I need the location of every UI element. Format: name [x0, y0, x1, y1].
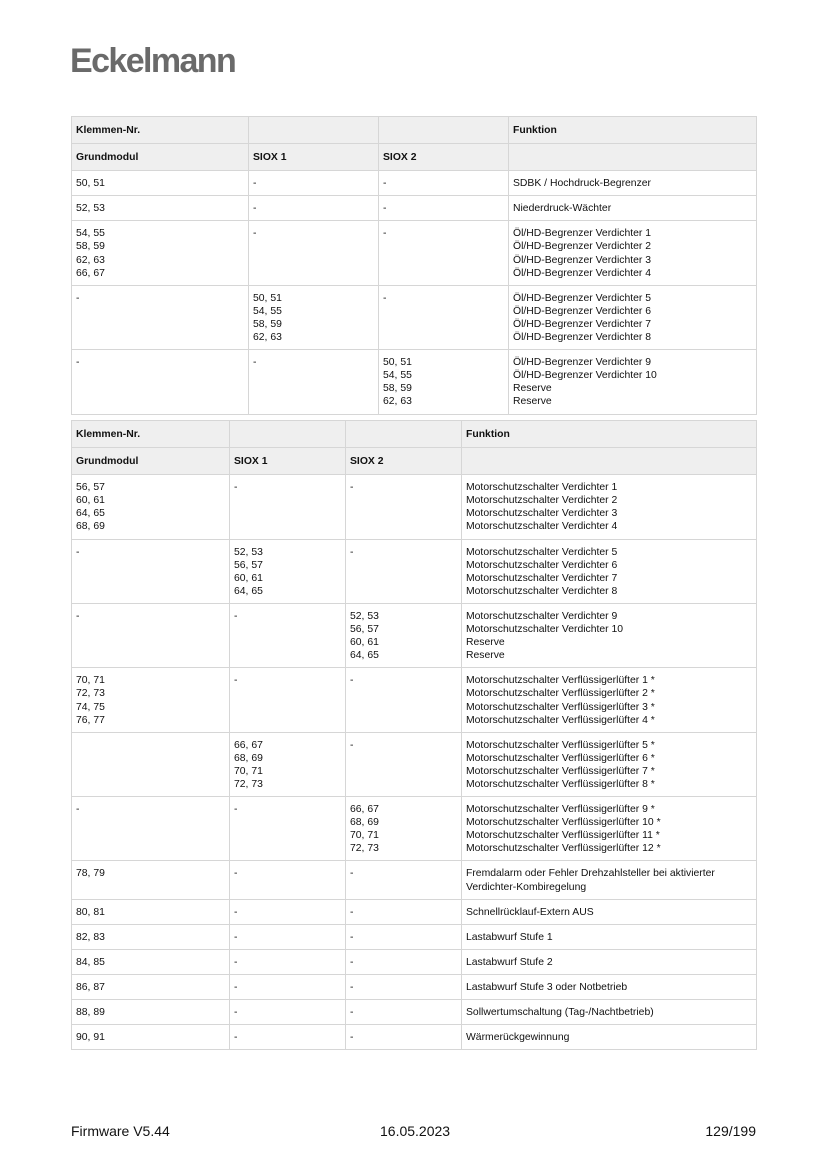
cell-line: Motorschutzschalter Verflüssigerlüfter 12 * [466, 843, 661, 855]
header-cell-grundmodul: Grundmodul [72, 144, 249, 171]
cell-funktion [509, 171, 757, 196]
cell-line: - [234, 868, 238, 880]
cell-line: 60, 61 [76, 495, 105, 507]
cell-siox-2 [379, 196, 509, 221]
cell-line: Verdichter-Kombiregelung [466, 881, 587, 893]
cell-line: 52, 53 [76, 203, 105, 215]
table-row [72, 899, 757, 924]
cell-line: 80, 81 [76, 906, 105, 918]
cell-line: SDBK / Hochdruck-Begrenzer [513, 178, 652, 190]
cell-line: - [234, 931, 238, 943]
cell-line: - [234, 1007, 238, 1018]
cell-line: Motorschutzschalter Verdichter 6 [466, 559, 618, 571]
header-cell-siox-1: SIOX 1 [249, 144, 379, 171]
cell-line: Motorschutzschalter Verflüssigerlüfter 8 * [466, 778, 655, 790]
cell-funktion [462, 949, 757, 974]
cell-line: - [234, 956, 238, 968]
cell-line: - [350, 675, 354, 687]
header-cell-grundmodul: Klemmen-Nr. [72, 421, 230, 448]
table-row [72, 350, 757, 414]
cell-line: Motorschutzschalter Verflüssigerlüfter 11 * [466, 830, 660, 842]
cell-line: Öl/HD-Begrenzer Verdichter 5 [513, 292, 652, 304]
cell-line: Motorschutzschalter Verflüssigerlüfter 9 * [466, 804, 655, 816]
cell-line: 86, 87 [76, 981, 105, 993]
cell-line: Öl/HD-Begrenzer Verdichter 4 [513, 267, 652, 279]
cell-line: 68, 69 [76, 521, 105, 533]
table-row [72, 974, 757, 999]
cell-line: Motorschutzschalter Verflüssigerlüfter 2 * [466, 688, 655, 700]
cell-funktion [462, 1000, 757, 1025]
cell-line: 90, 91 [76, 1032, 105, 1044]
cell-line: 74, 75 [76, 701, 105, 713]
cell-funktion [462, 899, 757, 924]
cell-grundmodul [72, 285, 249, 349]
cell-line: 88, 89 [76, 1007, 105, 1018]
cell-siox-2 [379, 350, 509, 414]
table-row [72, 949, 757, 974]
cell-line: 62, 63 [76, 254, 105, 266]
cell-line: - [76, 546, 80, 558]
cell-line: 76, 77 [76, 714, 105, 726]
cell-line: 62, 63 [383, 396, 412, 408]
cell-siox-2 [346, 603, 462, 667]
cell-siox-1 [230, 797, 346, 861]
cell-line: - [234, 906, 238, 918]
table-row [72, 1025, 757, 1050]
table-row [72, 861, 757, 899]
cell-funktion [462, 539, 757, 603]
cell-line: Motorschutzschalter Verflüssigerlüfter 4 * [466, 714, 655, 726]
cell-line: Motorschutzschalter Verdichter 3 [466, 508, 618, 520]
header-cell-siox-1 [249, 117, 379, 144]
cell-funktion [509, 221, 757, 285]
cell-siox-1 [230, 899, 346, 924]
cell-line: 82, 83 [76, 931, 105, 943]
cell-siox-2 [346, 539, 462, 603]
cell-line: Öl/HD-Begrenzer Verdichter 1 [513, 228, 652, 240]
cell-funktion [462, 797, 757, 861]
cell-siox-1 [230, 475, 346, 539]
cell-line: 78, 79 [76, 868, 105, 880]
cell-line: 58, 59 [383, 383, 412, 395]
cell-line: Motorschutzschalter Verflüssigerlüfter 7 * [466, 765, 655, 777]
cell-line: - [234, 675, 238, 687]
cell-siox-2 [379, 285, 509, 349]
cell-line: Niederdruck-Wächter [513, 203, 612, 215]
header-cell-funktion [462, 448, 757, 475]
cell-siox-1 [249, 171, 379, 196]
footer-page-number: 129/199 [705, 1123, 756, 1139]
cell-grundmodul [72, 899, 230, 924]
cell-grundmodul [72, 221, 249, 285]
cell-siox-1 [249, 196, 379, 221]
cell-line: 54, 55 [253, 305, 282, 317]
cell-line: 56, 57 [76, 482, 105, 494]
cell-line: 66, 67 [234, 739, 263, 751]
table-row [72, 285, 757, 349]
cell-line: - [350, 956, 354, 968]
cell-line: 56, 57 [350, 624, 379, 636]
cell-funktion [509, 285, 757, 349]
cell-siox-1 [230, 732, 346, 796]
table-row [72, 196, 757, 221]
cell-siox-2 [346, 1025, 462, 1050]
cell-line: - [383, 292, 387, 304]
cell-line: - [253, 357, 257, 369]
cell-siox-1 [230, 1025, 346, 1050]
table-row [72, 668, 757, 732]
table-row [72, 475, 757, 539]
cell-grundmodul [72, 949, 230, 974]
cell-siox-2 [346, 1000, 462, 1025]
cell-line: Motorschutzschalter Verdichter 10 [466, 624, 624, 636]
cell-siox-1 [230, 974, 346, 999]
cell-siox-2 [346, 797, 462, 861]
header-cell-grundmodul: Klemmen-Nr. [72, 117, 249, 144]
cell-line: Motorschutzschalter Verflüssigerlüfter 5 * [466, 739, 655, 751]
cell-siox-1 [230, 1000, 346, 1025]
cell-line: Motorschutzschalter Verdichter 7 [466, 572, 618, 584]
cell-line: - [350, 906, 354, 918]
header-cell-siox-2: SIOX 2 [379, 144, 509, 171]
cell-line: 50, 51 [383, 357, 412, 369]
cell-line: Öl/HD-Begrenzer Verdichter 9 [513, 357, 652, 369]
cell-funktion [462, 974, 757, 999]
cell-line: 66, 67 [76, 267, 105, 279]
cell-line: - [76, 292, 80, 304]
header-cell-grundmodul: Grundmodul [72, 448, 230, 475]
cell-siox-1 [230, 668, 346, 732]
cell-grundmodul [72, 171, 249, 196]
cell-line: - [234, 482, 238, 494]
cell-line: 60, 61 [350, 637, 379, 649]
cell-line: 54, 55 [76, 228, 105, 240]
cell-line: 70, 71 [76, 675, 105, 687]
cell-line: Motorschutzschalter Verdichter 5 [466, 546, 618, 558]
cell-line: 56, 57 [234, 559, 263, 571]
cell-line: 70, 71 [234, 765, 263, 777]
cell-grundmodul [72, 1000, 230, 1025]
cell-line: Fremdalarm oder Fehler Drehzahlsteller bei aktivierter [466, 868, 715, 880]
cell-line: - [253, 178, 257, 190]
cell-line: Motorschutzschalter Verflüssigerlüfter 10 * [466, 817, 661, 829]
table-header-row [72, 117, 757, 144]
cell-line: Motorschutzschalter Verdichter 1 [466, 482, 618, 494]
cell-funktion [462, 668, 757, 732]
cell-grundmodul [72, 974, 230, 999]
header-cell-funktion [509, 144, 757, 171]
cell-funktion [509, 196, 757, 221]
cell-line: - [350, 931, 354, 943]
cell-line: 66, 67 [350, 804, 379, 816]
cell-line: 84, 85 [76, 956, 105, 968]
cell-line: 50, 51 [253, 292, 282, 304]
cell-line: Motorschutzschalter Verdichter 8 [466, 585, 618, 597]
cell-funktion [462, 603, 757, 667]
cell-line: 58, 59 [76, 241, 105, 253]
cell-line: 50, 51 [76, 178, 105, 190]
footer-firmware-version: Firmware V5.44 [71, 1123, 170, 1139]
cell-line: Motorschutzschalter Verflüssigerlüfter 6 * [466, 752, 655, 764]
cell-line: - [350, 868, 354, 880]
cell-line: Reserve [466, 650, 505, 662]
cell-line: Motorschutzschalter Verflüssigerlüfter 3 * [466, 701, 655, 713]
eckelmann-logo: Eckelmann [70, 42, 236, 80]
table-row [72, 221, 757, 285]
header-cell-funktion: Funktion [462, 421, 757, 448]
cell-line: Reserve [513, 396, 552, 408]
cell-siox-1 [230, 603, 346, 667]
cell-siox-1 [249, 285, 379, 349]
cell-line: - [350, 546, 354, 558]
table-row [72, 539, 757, 603]
cell-line: Wärmerückgewinnung [466, 1032, 570, 1044]
cell-grundmodul [72, 539, 230, 603]
cell-siox-1 [230, 861, 346, 899]
cell-funktion [462, 924, 757, 949]
cell-line: Öl/HD-Begrenzer Verdichter 10 [513, 370, 657, 382]
table-header-row [72, 144, 757, 171]
cell-grundmodul [72, 668, 230, 732]
cell-line: 72, 73 [234, 778, 263, 790]
cell-grundmodul [72, 603, 230, 667]
header-cell-siox-2 [379, 117, 509, 144]
cell-line: Öl/HD-Begrenzer Verdichter 2 [513, 241, 652, 253]
cell-line: Schnellrücklauf-Extern AUS [466, 906, 594, 918]
cell-line: 70, 71 [350, 830, 379, 842]
header-cell-funktion: Funktion [509, 117, 757, 144]
cell-grundmodul [72, 861, 230, 899]
cell-grundmodul [72, 797, 230, 861]
header-cell-siox-2 [346, 421, 462, 448]
cell-line: Reserve [466, 637, 505, 649]
cell-line: 52, 53 [234, 546, 263, 558]
terminal-table-1 [71, 116, 757, 415]
cell-siox-2 [346, 974, 462, 999]
header-cell-siox-2: SIOX 2 [346, 448, 462, 475]
cell-siox-2 [379, 221, 509, 285]
cell-line: - [350, 1032, 354, 1044]
cell-line: Öl/HD-Begrenzer Verdichter 7 [513, 318, 652, 330]
cell-grundmodul [72, 196, 249, 221]
cell-siox-2 [346, 732, 462, 796]
cell-funktion [462, 732, 757, 796]
cell-siox-1 [230, 924, 346, 949]
cell-line: Lastabwurf Stufe 2 [466, 956, 553, 968]
cell-line: 60, 61 [234, 572, 263, 584]
cell-siox-2 [346, 949, 462, 974]
cell-funktion [462, 475, 757, 539]
cell-siox-2 [346, 899, 462, 924]
cell-line: 68, 69 [234, 752, 263, 764]
header-cell-siox-1: SIOX 1 [230, 448, 346, 475]
cell-line: Motorschutzschalter Verdichter 9 [466, 610, 618, 622]
cell-line: Öl/HD-Begrenzer Verdichter 6 [513, 305, 652, 317]
cell-line: - [234, 1032, 238, 1044]
cell-grundmodul [72, 475, 230, 539]
cell-line: 68, 69 [350, 817, 379, 829]
cell-line: - [350, 739, 354, 751]
cell-line: 72, 73 [76, 688, 105, 700]
table-header-row [72, 448, 757, 475]
cell-line: - [76, 357, 80, 369]
table-header-row [72, 421, 757, 448]
footer-date: 16.05.2023 [380, 1123, 451, 1139]
cell-line: - [350, 981, 354, 993]
cell-line: 62, 63 [253, 332, 282, 344]
cell-line: 64, 65 [234, 585, 263, 597]
cell-line: Motorschutzschalter Verdichter 2 [466, 495, 618, 507]
cell-funktion [462, 1025, 757, 1050]
cell-line: Lastabwurf Stufe 3 oder Notbetrieb [466, 981, 628, 993]
cell-grundmodul [72, 924, 230, 949]
cell-line: Sollwertumschaltung (Tag-/Nachtbetrieb) [466, 1007, 654, 1018]
cell-line: - [253, 203, 257, 215]
cell-grundmodul [72, 1025, 230, 1050]
table-row [72, 924, 757, 949]
cell-grundmodul [72, 350, 249, 414]
cell-line: Reserve [513, 383, 552, 395]
cell-line: - [234, 610, 238, 622]
cell-line: - [76, 804, 80, 816]
cell-siox-2 [346, 924, 462, 949]
cell-line: 64, 65 [76, 508, 105, 520]
cell-line: 58, 59 [253, 318, 282, 330]
cell-line: - [350, 1007, 354, 1018]
cell-line: - [253, 228, 257, 240]
cell-line: - [383, 203, 387, 215]
cell-line: 54, 55 [383, 370, 412, 382]
table-row [72, 1000, 757, 1025]
cell-line: Öl/HD-Begrenzer Verdichter 8 [513, 332, 652, 344]
cell-siox-1 [249, 221, 379, 285]
cell-siox-1 [249, 350, 379, 414]
cell-line: - [234, 804, 238, 816]
cell-siox-1 [230, 949, 346, 974]
cell-siox-2 [379, 171, 509, 196]
cell-line: Öl/HD-Begrenzer Verdichter 3 [513, 254, 652, 266]
cell-line: 72, 73 [350, 843, 379, 855]
cell-funktion [462, 861, 757, 899]
cell-line: - [383, 228, 387, 240]
cell-line: Motorschutzschalter Verdichter 4 [466, 521, 618, 533]
cell-line: - [350, 482, 354, 494]
table-row [72, 797, 757, 861]
table-row [72, 603, 757, 667]
cell-siox-2 [346, 861, 462, 899]
cell-line: - [76, 610, 80, 622]
header-cell-siox-1 [230, 421, 346, 448]
cell-siox-2 [346, 668, 462, 732]
terminal-table-2 [71, 420, 757, 1050]
cell-line: - [234, 981, 238, 993]
cell-siox-2 [346, 475, 462, 539]
cell-line: - [383, 178, 387, 190]
cell-line: 64, 65 [350, 650, 379, 662]
cell-line: Motorschutzschalter Verflüssigerlüfter 1 * [466, 675, 655, 687]
cell-siox-1 [230, 539, 346, 603]
cell-funktion [509, 350, 757, 414]
cell-grundmodul [72, 732, 230, 796]
table-row [72, 171, 757, 196]
cell-line: Lastabwurf Stufe 1 [466, 931, 553, 943]
cell-line [76, 739, 229, 752]
cell-line: 52, 53 [350, 610, 379, 622]
table-row [72, 732, 757, 796]
